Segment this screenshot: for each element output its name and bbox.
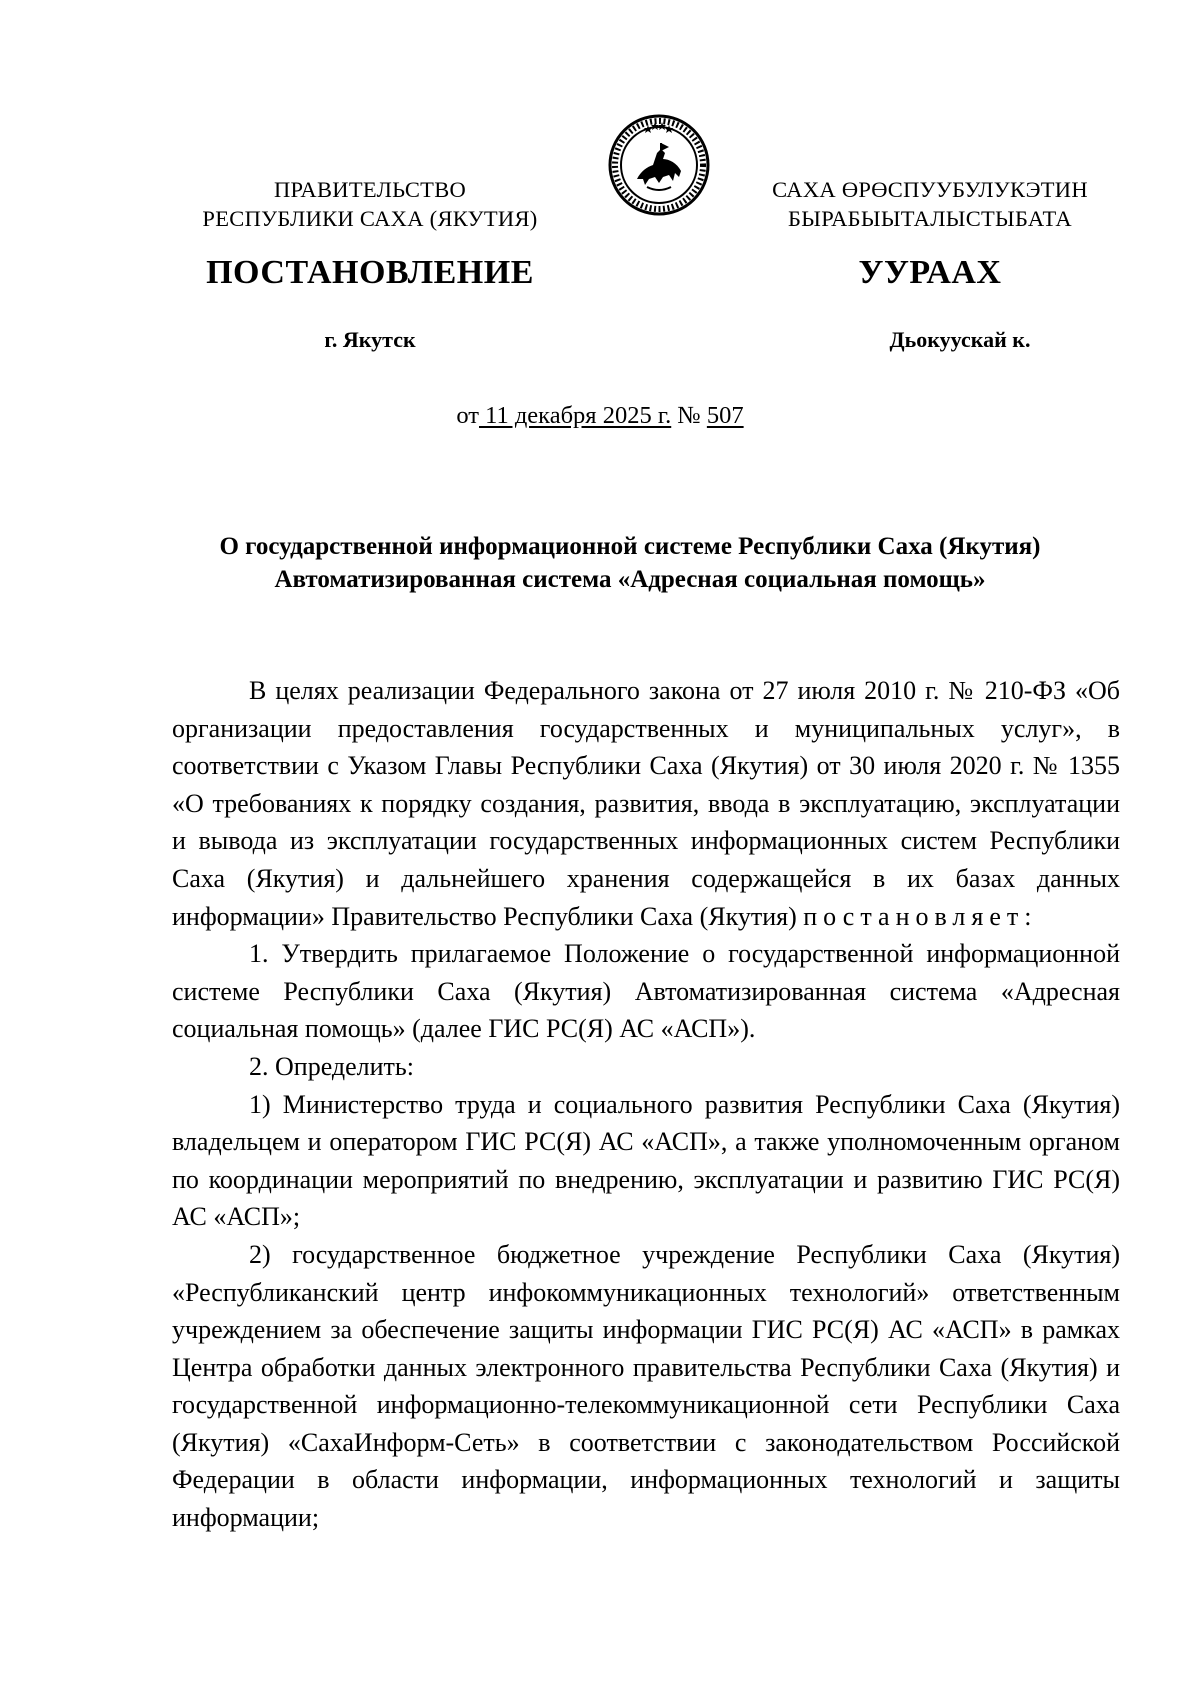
sakha-emblem-icon [607,113,711,217]
issuer-yakut-line2: БЫРАБЫЫТАЛЫСТЫБАТА [788,206,1072,231]
document-title [150,530,1110,596]
paragraph-item-1: 1. Утвердить прилагаемое Положение о государственной информационной системе Республики Саха (Якутия) Автоматизированная система «Адресная социальная помощь» (далее ГИС РС(Я) АС «АСП»). [172,939,1120,1044]
document-title-line2: Автоматизированная система «Адресная социальная помощь» [274,566,986,593]
resolves-word: постановляет: [803,901,1038,931]
document-date-number [0,400,1200,432]
issuer-russian-line2: РЕСПУБЛИКИ САХА (ЯКУТИЯ) [202,206,538,231]
date-prefix: от [456,402,479,429]
paragraph-preamble [172,672,1120,935]
document-title-line1: О государственной информационной системе Республики Саха (Якутия) [219,533,1041,560]
paragraph-subitem-2: 2) государственное бюджетное учреждение Республики Саха (Якутия) «Республиканский центр инфокоммуникационных технологий» ответственным учреждением за обеспечение защиты информации ГИС РС(Я) АС «АСП» в рамках Центра обработки данных электронного правительства Республики Саха (Якутия) и государственной информационно-телекоммуникационной сети Республики Саха (Якутия) «СахаИнформ-Сеть» в соответствии с законодательством Российской Федерации в области информации, информационных технологий и защиты информации; [172,1239,1120,1533]
document-number: 507 [706,402,744,429]
paragraph-subitem-1: 1) Министерство труда и социального развития Республики Саха (Якутия) владельцем и оператором ГИС РС(Я) АС «АСП», а также уполномоченным органом по координации мероприятий по внедрению, эксплуатации и развитию ГИС РС(Я) АС «АСП»; [172,1089,1120,1232]
doc-type-russian: ПОСТАНОВЛЕНИЕ [206,254,534,291]
city-russian: г. Якутск [324,327,416,352]
number-label: № [671,402,707,429]
issuer-yakut [740,175,1120,233]
issuer-russian [180,175,560,233]
doc-type-yakut: УУРААХ [858,254,1002,291]
document-date: 11 декабря 2025 г. [479,402,672,429]
city-yakut: Дьокуускай к. [889,327,1031,352]
preamble-text: В целях реализации Федерального закона от 27 июля 2010 г. № 210-ФЗ «Об организации предоставления государственных и муниципальных услуг», в соответствии с Указом Главы Республики Саха (Якутия) от 30 июля 2020 г. № 1355 «О требованиях к порядку создания, развития, ввода в эксплуатацию, эксплуатации и вывода из эксплуатации государственных информационных систем Республики Саха (Якутия) и дальнейшего хранения содержащейся в их базах данных информации» Правительство Республики Саха (Якутия) [172,676,1120,931]
paragraph-item-2: 2. Определить: [249,1051,414,1081]
document-body [172,672,1120,1537]
issuer-russian-line1: ПРАВИТЕЛЬСТВО [273,177,467,202]
issuer-yakut-line1: САХА ӨРӨСПУУБУЛУКЭТИН [772,177,1088,202]
